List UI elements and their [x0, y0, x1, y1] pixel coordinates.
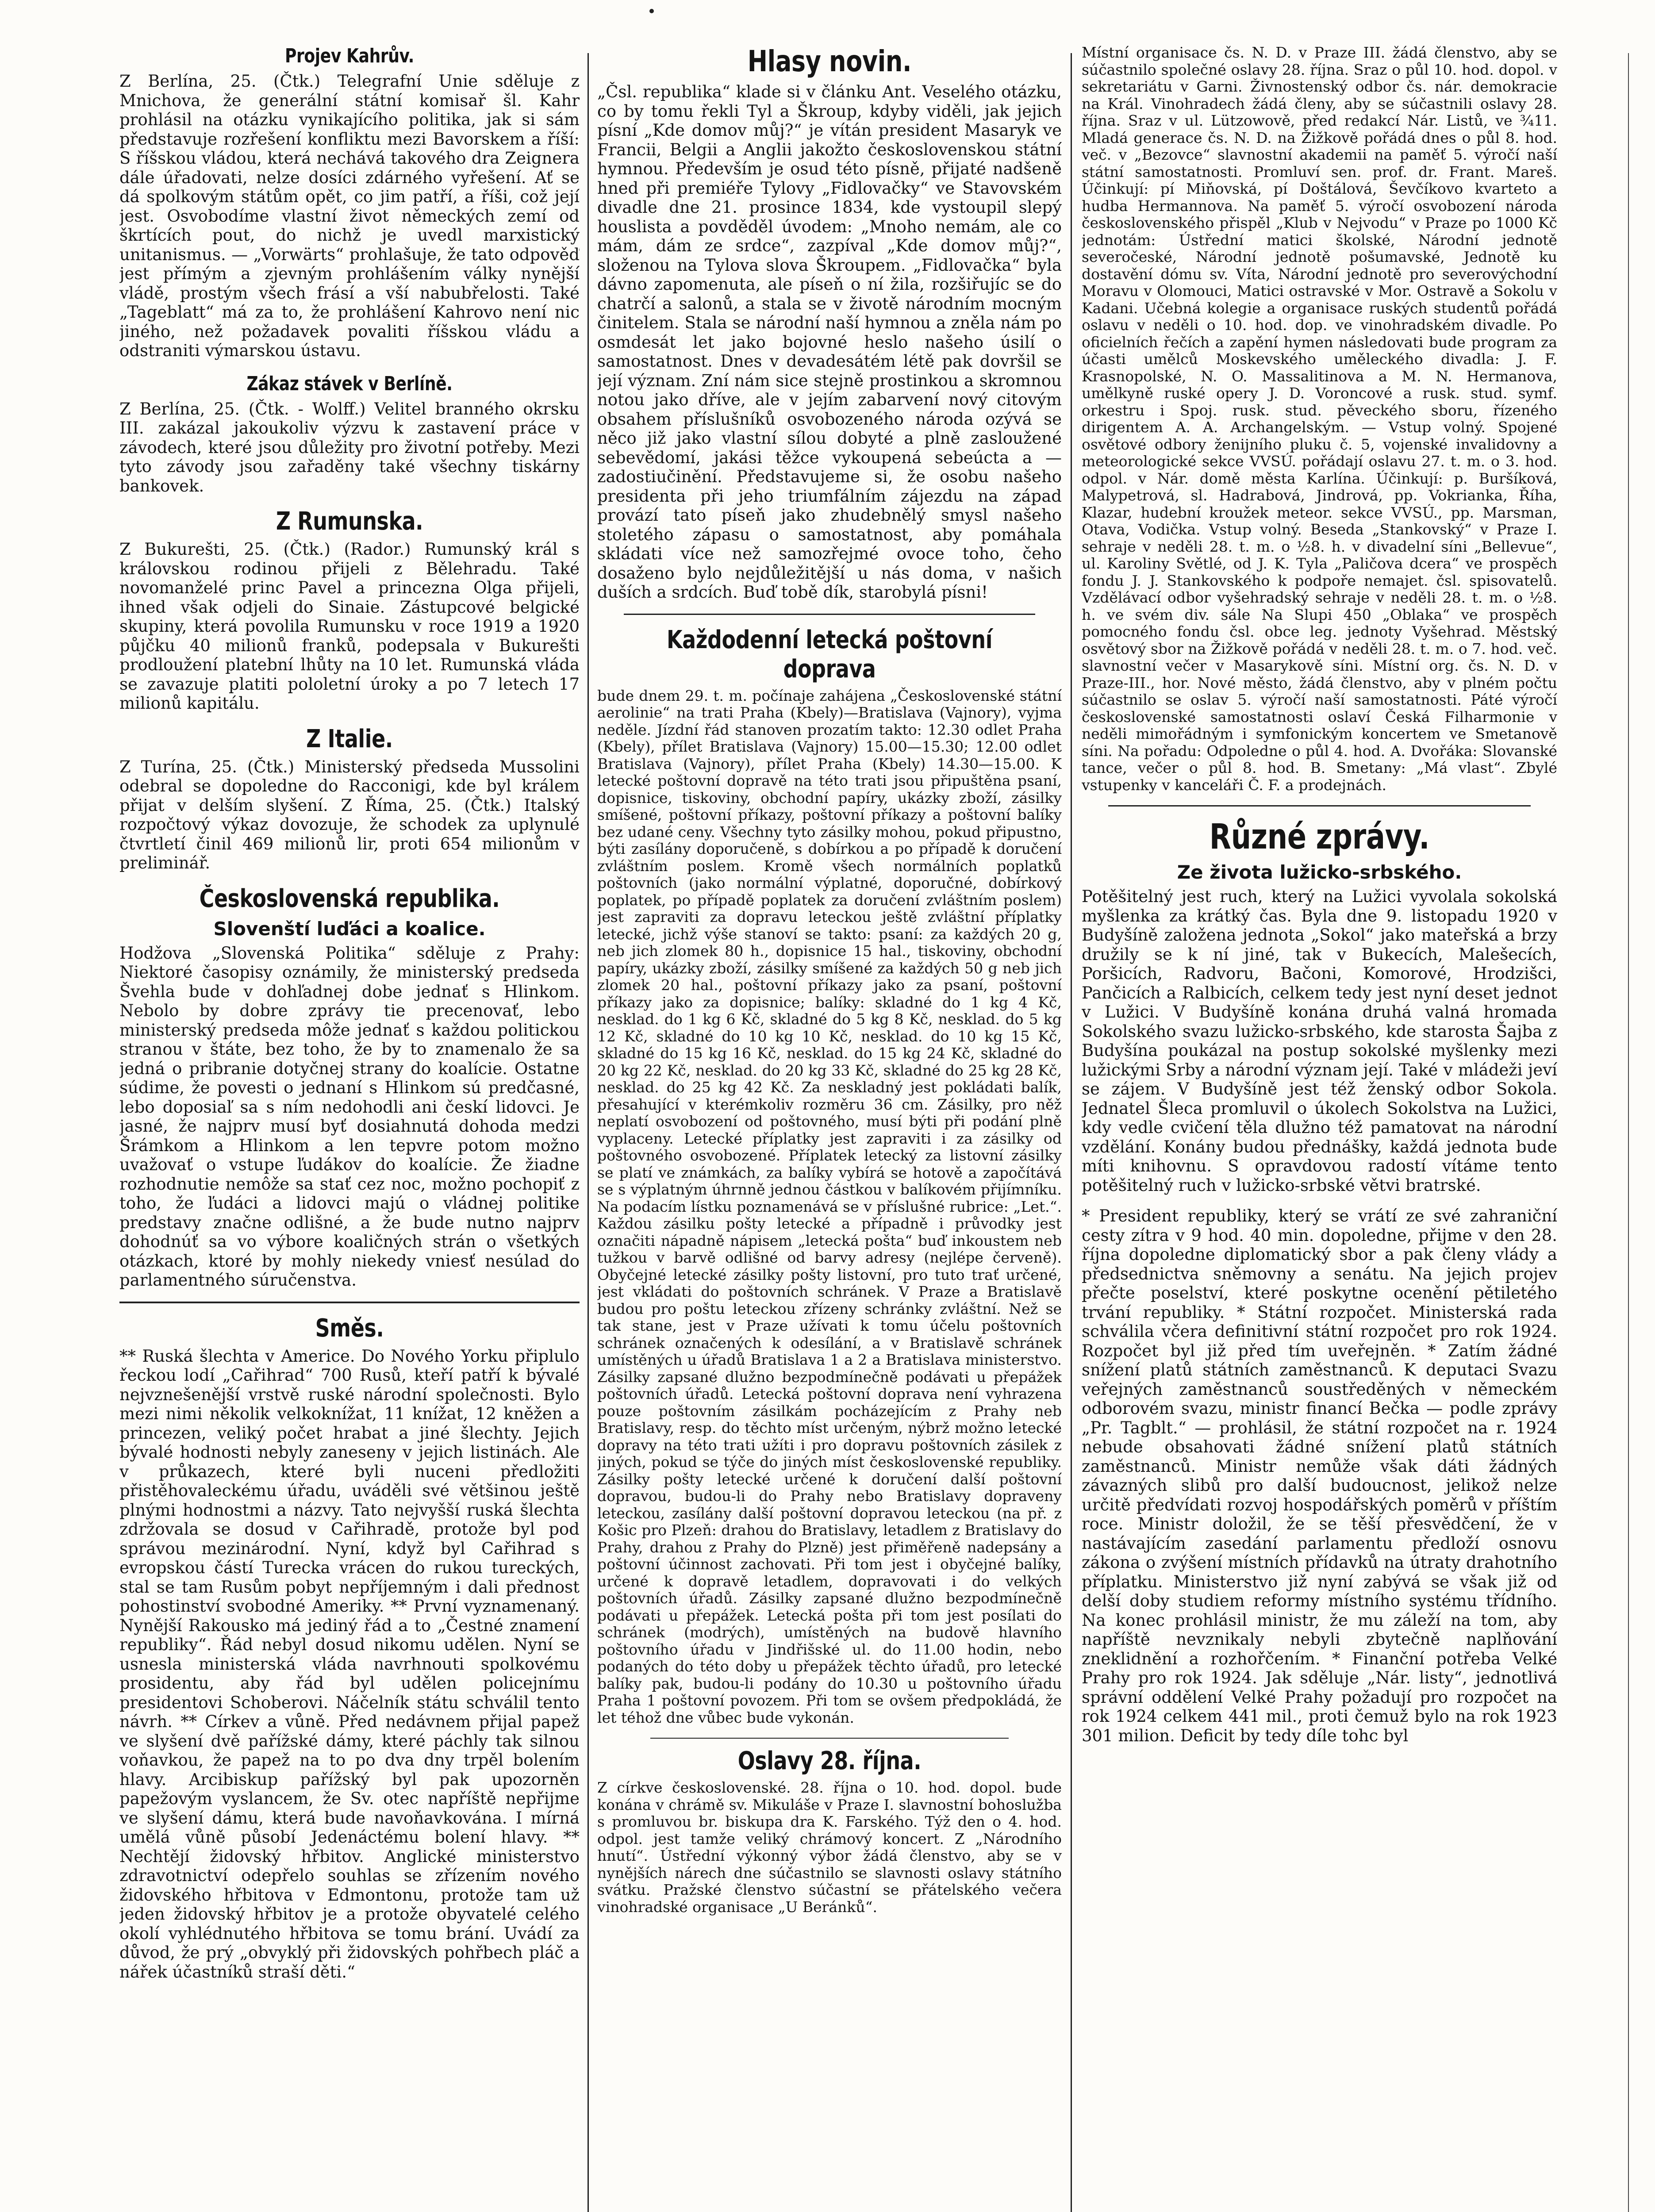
column-right [1082, 44, 1557, 2212]
article-text: Z Bukurešti, 25. (Čtk.) (Rador.) Rumunský král s královskou rodinou přijeli z Bělehradu. Také novomanželé princ Pavel a princezna Olga přijeli, ihned však odjeli do Sinaie. Zástupcové belgické skupiny, která povolila Rumunsku v roce 1919 a 1920 půjčku 40 milionů franků, podepsala v Bukurešti prodloužení platební lhůty na 10 let. Rumunská vláda se zavazuje platiti pololetní úroky a po 7 letech 17 milionů kapitálu. [119, 540, 580, 713]
section-divider [1108, 805, 1531, 806]
article-heading: Každodenní letecká poštovní doprava [666, 625, 993, 684]
article-smes [119, 1314, 580, 1982]
article-italy [119, 725, 580, 873]
article-text: Z Turína, 25. (Čtk.) Ministerský předseda Mussolini odebral se dopoledne do Racconigi, kde byl králem přijat v delším slyšení. Z Říma, 25. (Čtk.) Italský rozpočtový výkaz dovozuje, že schodek za uplynulé čtvrtletí činil 469 milionů lir, proti 654 milionům v preliminář. [119, 757, 580, 872]
article-text: Z Berlína, 25. (Čtk.) Telegrafní Unie sděluje z Mnichova, že generální státní komisař šl. Kahr prohlásil na otázku vynikajícího politika, jak si sám představuje rozřešení konfliktu mezi Bavorskem a říší: S říšskou vládou, která nechává takového dra Zeignera dále úřadovati, nelze dosíci zdárného vyřešení. Ať se dá spolkovým státům opět, co jim patří, a říši, což její jest. Osvobodíme vlastní život německých zemí od škrtících pout, do nichž je uvedl marxistický unitanismus. — „Vorwärts“ prohlašuje, že tato odpověď jest přímým a zjevným prohlášením války nynější vládě, prostým všech frásí a vší nabubřelosti. Také „Tageblatt“ má za to, že prohlášení Kahrovo není nic jiného, než požadavek povaliti říšskou vládu a odstraniti výmarskou ústavu. [119, 72, 580, 360]
page-edge-rule [1628, 53, 1629, 2212]
article-text: Hodžova „Slovenská Politika“ sděluje z Prahy: Niektoré časopisy oznámily, že ministerský predseda Švehla bude v dohľadnej dobe jednať s Hlinkom. Nebolo by dobre zprávy tie precenovať, lebo ministerský predseda môže jednať s každou politickou stranou v štáte, bez toho, že by to znamenalo že sa jedná o pribranie dotyčnej strany do koalície. Ostatne súdime, že povesti o jednaní s Hlinkom sú predčasné, lebo doposiaľ sa s ním nedohodli ani českí lidovci. Je jasné, že najprv musí byť dosiahnutá dohoda medzi Šrámkom a Hlinkom a len tepvre potom možno uvažovať o vstupe ľudákov do koalície. Že žiadne rozhodnutie nemôže sa stať cez noc, možno pochopiť z toho, že ľudáci a lidovci majú o vládnej politike predstavy značne odlišné, a že bude nutno najprv dohodnúť sa vo výbore koaličných strán o všetkých otázkach, ktoré by mohly niekedy vniesť nesúlad do parlamentného súručenstva. [119, 943, 580, 1290]
article-czechoslovak-republic [119, 884, 580, 1290]
article-subheading: Ze života lužicko-srbského. [1177, 861, 1462, 883]
article-subheading: Slovenští luďáci a koalice. [213, 918, 486, 940]
article-heading: Různé zprávy. [1209, 817, 1430, 857]
article-heading: Hlasy novin. [747, 44, 912, 78]
article-text: * President republiky, který se vrátí ze své zahraniční cesty zítra v 9 hod. 40 min. dopoledne, přijme v den 28. října dopoledne diplomatický sbor a pak členy vlády a předsednictva sněmovny a senátu. Na jejich projev přečte poselství, které poskytne ocenění pětiletého trvání republiky. * Státní rozpočet. Ministerská rada schválila včera definitivní státní rozpočet pro rok 1924. Rozpočet byl již před tím uveřejněn. * Zatím žádné snížení platů státních zaměstnanců. K deputaci Svazu veřejných zaměstnanců soustředěných v německém odborovém svazu, ministr financí Bečka — podle zprávy „Pr. Tagblt.“ — prohlásil, že státní rozpočet na r. 1924 nebude obsahovati žádné snížení platů státních zaměstnanců. Ministr nemůže však dáti žádných závazných slibů pro další budoucnost, jelikož nelze určitě předvídati rozvoj hospodářských poměrů v příštím roce. Ministr doložil, že se těší přesvědčení, že v nastávajícím zasedání parlamentu předloží osnovu zákona o zvýšení místních přídavků na útraty drahotního příplatku. Ministerstvo již nyní zabývá se však již od delší doby studiem reformy místního systému třídního. Na konec prohlásil ministr, že mu záleží na tom, aby napříště nevznikaly nebyli zbytečně naplňování zneklidnění a rozhořčením. * Finanční potřeba Velké Prahy pro rok 1924. Jak sděluje „Nár. listy“, jednotlivá správní oddělení Velké Prahy požadují pro rozpočet na rok 1924 celkem 441 mil., proti čemuž bylo na rok 1923 301 milion. Deficit by tedy díle tohc byl [1082, 1206, 1557, 1745]
article-heading: Z Rumunska. [276, 507, 423, 536]
article-brief-news [1082, 1206, 1557, 1745]
section-divider [650, 1738, 1009, 1739]
article-various-news [1082, 817, 1557, 1195]
column-middle [597, 44, 1062, 2212]
article-text: „Čsl. republika“ klade si v článku Ant. Veselého otázku, co by tomu řekli Tyl a Škroup, kdyby viděli, jak jejich písní „Kde domov můj?“ je vítán president Masaryk ve Francii, Belgii a Anglii jakožto československou státní hymnou. Především je osud této písně, přijaté nadšeně hned při premiéře Tylovy „Fidlovačky“ ve Stavovském divadle dne 21. prosince 1834, kde vystoupil slepý houslista a povděděl úvodem: „Mnoho nemám, ale co mám, dám ze srdce“, zazpíval „Kde domov můj?“, složenou na Tylova slova Škroupem. „Fidlovačka“ byla dávno zapomenuta, ale píseň o ní žila, rozšiřujíc se do chatrčí a salonů, a stala se v životě národním mocným činitelem. Stala se národní naší hymnou a zněla nám po osmdesát let jako bojovné heslo našeho úsilí o samostatnost. Dnes v devadesátém létě pak dovršil se její význam. Zní nám sice stejně prostinkou a skromnou notou jako dříve, ale v jejím zabarvení nový citovým obsahem příslušníků osvobozeného národa ozývá se něco již jako vlastní sílou dobyté a plně zasloužené sebevědomí, jakási těžce vykoupená sebeúcta a — zadostiučinění. Představujeme si, že osobu našeho presidenta při jeho triumfálním zájezdu na západ provází tato píseň jako zhudebnělý smysl našeho stoletého zápasu o samostatnost, aby pomáhala skládati více než samozřejmé ovoce toho, čeho dosaženo bylo nejdůležitější u nás doma, v našich duších a srdcích. Buď tobě dík, starobylá písni! [597, 82, 1062, 602]
article-october-28 [597, 1747, 1062, 1916]
article-heading: Zákaz stávek v Berlíně. [246, 372, 453, 395]
article-kahr [119, 44, 580, 361]
article-heading: Oslavy 28. října. [737, 1747, 922, 1775]
article-heading: Projev Kahrův. [285, 45, 414, 67]
article-press-voices [597, 44, 1062, 602]
article-text: ** Ruská šlechta v Americe. Do Nového Yorku připlulo řeckou lodí „Cařihrad“ 700 Rusů, kteří patří k bývalé nejvznešenější vrstvě ruské národní společnosti. Bylo mezi nimi několik velkoknížat, 11 knížat, 12 kněžen a princezen, veliký počet hrabat a jiné šlechty. Jejich bývalé hodnosti nebyly zaneseny v jejich listinách. Ale v průkazech, které byli nuceni předložiti přistěhovaleckému úřadu, uváděli své většinou ještě plnými hodnostmi a názvy. Tato nejvyšší ruská šlechta zdržovala se dosud v Cařihradě, protože byl pod správou mezinárodní. Nyní, když byl Cařihrad s evropskou částí Turecka vrácen do rukou tureckých, stal se tam Rusům pobyt nepříjemným i dali přednost pohostinství svobodné Ameriky. ** První vyznamenaný. Nynější Rakousko má jediný řád a to „Čestné znamení republiky“. Řád nebyl dosud nikomu udělen. Nyní se usnesla ministerská vláda navrhnouti spolkovému prosidentu, aby řád byl udělen policejnímu presidentovi Schoberovi. Náčelník státu schválil tento návrh. ** Církev a vůně. Před nedávnem přijal papež ve slyšení dvě pařížské dámy, které páchly tak silnou voňavkou, že papež na to po dva dny trpěl bolením hlavy. Arcibiskup pařížský byl pak upozorněn papežovým vyslancem, že Sv. otec napříště nepřijme ve slyšení dámu, která bude navoňavkována. I mírná umělá vůně působí Jedenáctému bolení hlavy. ** Nechtějí židovský hřbitov. Anglické ministerstvo zdravotnictví odepřelo souhlas se zřízením nového židovského hřbitova v Edmontonu, protože tam už jeden židovský hřbitov je a protože obyvatelé celého okolí vyhlédnutého hřbitova se tomu brání. Uvádí za důvod, že prý „obvyklý při židovských pohřbech pláč a nářek účastníků straší děti.“ [119, 1346, 580, 1982]
article-celebrations-continued [1082, 44, 1557, 794]
section-divider [624, 614, 1035, 615]
column-left [119, 44, 580, 2212]
article-heading: Československá republika. [199, 884, 500, 913]
article-air-mail [597, 626, 1062, 1727]
article-text: Potěšitelný jest ruch, který na Lužici vyvolala sokolská myšlenka za krátký čas. Byla dne 9. listopadu 1920 v Budyšíně založena jednota „Sokol“ jako mateřská a brzy družily se k ní jiné, tak v Bukecích, Malešecích, Poršicích, Radvoru, Bačoni, Komorové, Hrodzišci, Pančicích a Ralbicích, celkem tedy jest nyní deset jednot v Lužici. V Budyšíně konána druhá valná hromada Sokolského svazu lužicko-srbského, kde starosta Šajba z Budyšína poukázal na postup sokolské myšlenky mezi lužickými Srby a národní význam její. Také v mládeži jeví se zájem. V Budyšíně jest též ženský odbor Sokola. Jednatel Šleca promluvil o úkolech Sokolstva na Lužici, kdy vedle cvičení těla dlužno též pamatovat na národní vzdělání. Konány budou přednášky, každá jednota bude míti knihovnu. S opravdovou radostí vítáme tento potěšitelný ruch v lužicko-srbské větvi bratrské. [1082, 887, 1557, 1195]
article-heading: Směs. [315, 1313, 384, 1343]
article-heading: Z Italie. [306, 724, 393, 753]
article-text: bude dnem 29. t. m. počínaje zahájena „Československé státní aerolinie“ na trati Praha (Kbely)—Bratislava (Vajnory), vyjma neděle. Jízdní řád stanoven prozatím takto: 12.30 odlet Praha (Kbely), přílet Bratislava (Vajnory) 15.00—15.30; 12.00 odlet Bratislava (Vajnory), přílet Praha (Kbely) 14.30—15.00. K letecké poštovní dopravě na této trati jsou připuštěna psaní, dopisnice, tiskoviny, obchodní papíry, ukázky zboží, zásilky smíšené, poštovní příkazy, poštovní příkazy a poštovní balíky bez udané ceny. Všechny tyto zásilky mohou, pokud připustno, býti zasílány doporučeně, s dobírkou a po případě k doručení zvláštním poslem. Kromě všech normálních poplatků poštovních (jako normální výplatné, doporučné, dobírkový poplatek, po případě poplatek za doručení zvláštním poslem) jest zapraviti za dopravu leteckou ještě zvláštní příplatky letecké, jichž výše stanoví se takto: psaní: za každých 20 g, neb jich zlomek 80 h., dopisnice 15 hal., tiskoviny, obchodní papíry, ukázky zboží, zásilky smíšené za každých 50 g neb jich zlomek 20 hal., poštovní příkazy jako za psaní, poštovní příkazy jako za dopisnice; balíky: skladné do 1 kg 4 Kč, nesklad. do 1 kg 6 Kč, skladné do 5 kg 8 Kč, nesklad. do 5 kg 12 Kč, skladné do 10 kg 10 Kč, nesklad. do 10 kg 15 Kč, skladné do 15 kg 16 Kč, nesklad. do 15 kg 24 Kč, skladné do 20 kg 22 Kč, nesklad. do 20 kg 33 Kč, skladné do 25 kg 28 Kč, nesklad. do 25 kg 42 Kč. Za neskladný jest pokládati balík, přesahující v kterémkoliv rozměru 36 cm. Zásilky, pro něž neplatí osvobození od poštovného, musí býti při podání plně vyplaceny. Letecké příplatky jest zapraviti i za zásilky od poštovného osvobozené. Příplatek letecký za listovní zásilky se platí ve známkách, za balíky vybírá se hotově a započítává se s výplatným úhrnně jednou částkou v balíkovém přijímníku. Na podacím lístku poznamenává se v příslušné rubrice: „Let.“. Každou zásilku pošty letecké a případně i průvodky jest označiti nápadně nápisem „letecká pošta“ buď inkoustem neb tužkou v barvě odlišné od barvy adresy (nejlépe červeně). Obyčejné letecké zásilky pošty listovní, pro tuto trať určené, jest vkládati do poštovních schránek. V Praze a Bratislavě budou pro poštu leteckou zřízeny schránky zvláštní. Než se tak stane, jest v Praze užívati k tomu účelu poštovních schránek označených k odesílání, a v Bratislavě schránek umístěných u úřadů Bratislava 1 a 2 a Bratislava ministerstvo. Zásilky zapsané dlužno bezpodmínečně podávati u přepážek poštovních úřadů. Letecká poštovní doprava není vyhrazena pouze poštovním zásilkám pocházejícím z Prahy neb Bratislavy, resp. do těchto míst určeným, nýbrž možno letecké dopravy na této trati užíti i pro dopravu poštovních zásilek z jiných, pokud se týče do jiných míst československé republiky. Zásilky pošty letecké určené k doručení další poštovní dopravou, budou-li do Prahy nebo Bratislavy dopraveny leteckou, zasílány další poštovní dopravou leteckou (na př. z Košic pro Plzeň: drahou do Bratislavy, letadlem z Bratislavy do Prahy, drahou z Prahy do Plzně) jest přiměřeně nadepsány a poštovní účinnost zachovati. Při tom jest i obyčejné balíky, určené k dopravě letadlem, dopravovati i do velkých poštovních úřadů. Zásilky zapsané dlužno bezpodmínečně podávati u přepážek. Letecká pošta při tom jest posílati do schránek (modrých), umístěných na budově hlavního poštovního úřadu v Jindřišské ul. do 11.00 hodin, nebo podaných do této doby u přepážek těchto úřadů, pro letecké balíky pak, budou-li podány do 10.30 u poštovního úřadu Praha 1 poštovní povozem. Při tom se ovšem předpokládá, že let téhož dne vůbec bude vykonán. [597, 687, 1062, 1726]
article-text: Z Berlína, 25. (Čtk. - Wolff.) Velitel branného okrsku III. zakázal jakoukoliv výzvu k zastavení práce v závodech, které jsou důležity pro životní potřeby. Mezi tyto závody jsou zařaděny také všechny tiskárny bankovek. [119, 399, 580, 495]
article-text: Místní organisace čs. N. D. v Praze III. žádá členstvo, aby se súčastnilo společné oslavy 28. října. Sraz o půl 10. hod. dopol. v sekretariátu v Garni. Živnostenský odbor čs. nár. demokracie na Král. Vinohradech žádá členy, aby se súčastnili oslavy 28. října. Sraz v ul. Lützowově, před redakcí Nár. Listů, ve ¾11. Mladá generace čs. N. D. na Žižkově pořádá dnes o půl 8. hod. več. v „Bezovce“ slavnostní akademii na paměť 5. výročí naší státní samostatnosti. Promluví sen. prof. dr. Frant. Mareš. Účinkují: pí Miňovská, pí Doštálová, Ševčíkovo kvarteto a hudba Hermannova. Na paměť 5. výročí osvobození národa československého přispěl „Klub v Nejvodu“ v Praze po 1000 Kč jednotám: Ústřední matici školské, Národní jednotě severočeské, Národní jednotě pošumavské, Jednotě ku dostavění dómu sv. Víta, Národní jednotě pro severovýchodní Moravu v Olomouci, Matici ostravské v Mor. Ostravě a Sokolu v Kadani. Učebná kolegie a organisace ruských studentů pořádá oslavu v neděli o 10. hod. dop. ve vinohradském divadle. Po oficielních řečích a zapění hymen následovati bude program za účasti umělců Moskevského uměleckého divadla: J. F. Krasnopolské, N. O. Massalitinova a M. N. Hermanova, umělkyně ruské opery J. D. Voroncové a rusk. stud. symf. orkestru i Spoj. rusk. stud. pěveckého sboru, řízeného dirigentem A. A. Archangelským. — Vstup volný. Spojené osvětové odbory ženijního pluku č. 5, vojenské invalidovny a meteorologické sekce VVSÚ. pořádají oslavu 27. t. m. o 3. hod. odpol. v Nár. domě města Karlína. Účinkují: p. Buršíková, Malypetrová, sl. Hadrabová, Jindrová, pp. Vokrianka, Říha, Klazar, hudební kroužek meteor. sekce VVSÚ., pp. Marsman, Otava, Vodička. Vstup volný. Beseda „Stankovský“ v Praze I. sehraje v neděli 28. t. m. o ½8. h. v divadelní síni „Bellevue“, ul. Karoliny Světlé, od J. K. Tyla „Paličova dcera“ ve prospěch fondu J. J. Stankovského k podpoře nemajet. čsl. spisovatelů. Vzdělávací odbor vyšehradský sehraje v neděli 28. t. m. o ½8. h. ve svém div. sále Na Slupi 450 „Oblaka“ ve prospěch pomocného fondu čsl. obce leg. jednoty Vyšehrad. Městský osvětový sbor na Žižkově pořádá v neděli 28. t. m. o 7. hod. več. slavnostní večer v Masarykově síni. Místní org. čs. N. D. v Praze-III., hor. Nové město, žádá členstvo, aby v plném počtu súčastnilo se oslav 5. výročí naší samostatnosti. Páté výročí československé samostatnosti oslaví Česká Filharmonie v neděli mimořádným i symfonickým koncertem ve Smetanově síni. Na pořadu: Odpoledne o půl 4. hod. A. Dvořáka: Slovanské tance, večer o půl 8. hod. B. Smetany: „Má vlast“. Zbylé vstupenky v kanceláři Č. F. a prodejnách. [1082, 44, 1557, 794]
section-divider [119, 1302, 580, 1303]
article-text: Z církve československé. 28. října o 10. hod. dopol. bude konána v chrámě sv. Mikuláše v Praze I. slavnostní bohoslužba s promluvou br. biskupa dra K. Farského. Týž den o 4. hod. odpol. jest tamže veliký chrámový koncert. Z „Národního hnutí“. Ústřední výkonný výbor žádá členstvo, aby se v nynějších nárech dne súčastnilo se slavnosti oslavy státního svátku. Pražské členstvo súčastní se přátelského večera vinohradské organisace „U Beránků“. [597, 1779, 1062, 1916]
column-rule-1 [588, 53, 589, 2212]
article-romania [119, 507, 580, 713]
page-dot [649, 9, 654, 13]
column-rule-2 [1071, 53, 1072, 2212]
article-strike-ban [119, 372, 580, 496]
